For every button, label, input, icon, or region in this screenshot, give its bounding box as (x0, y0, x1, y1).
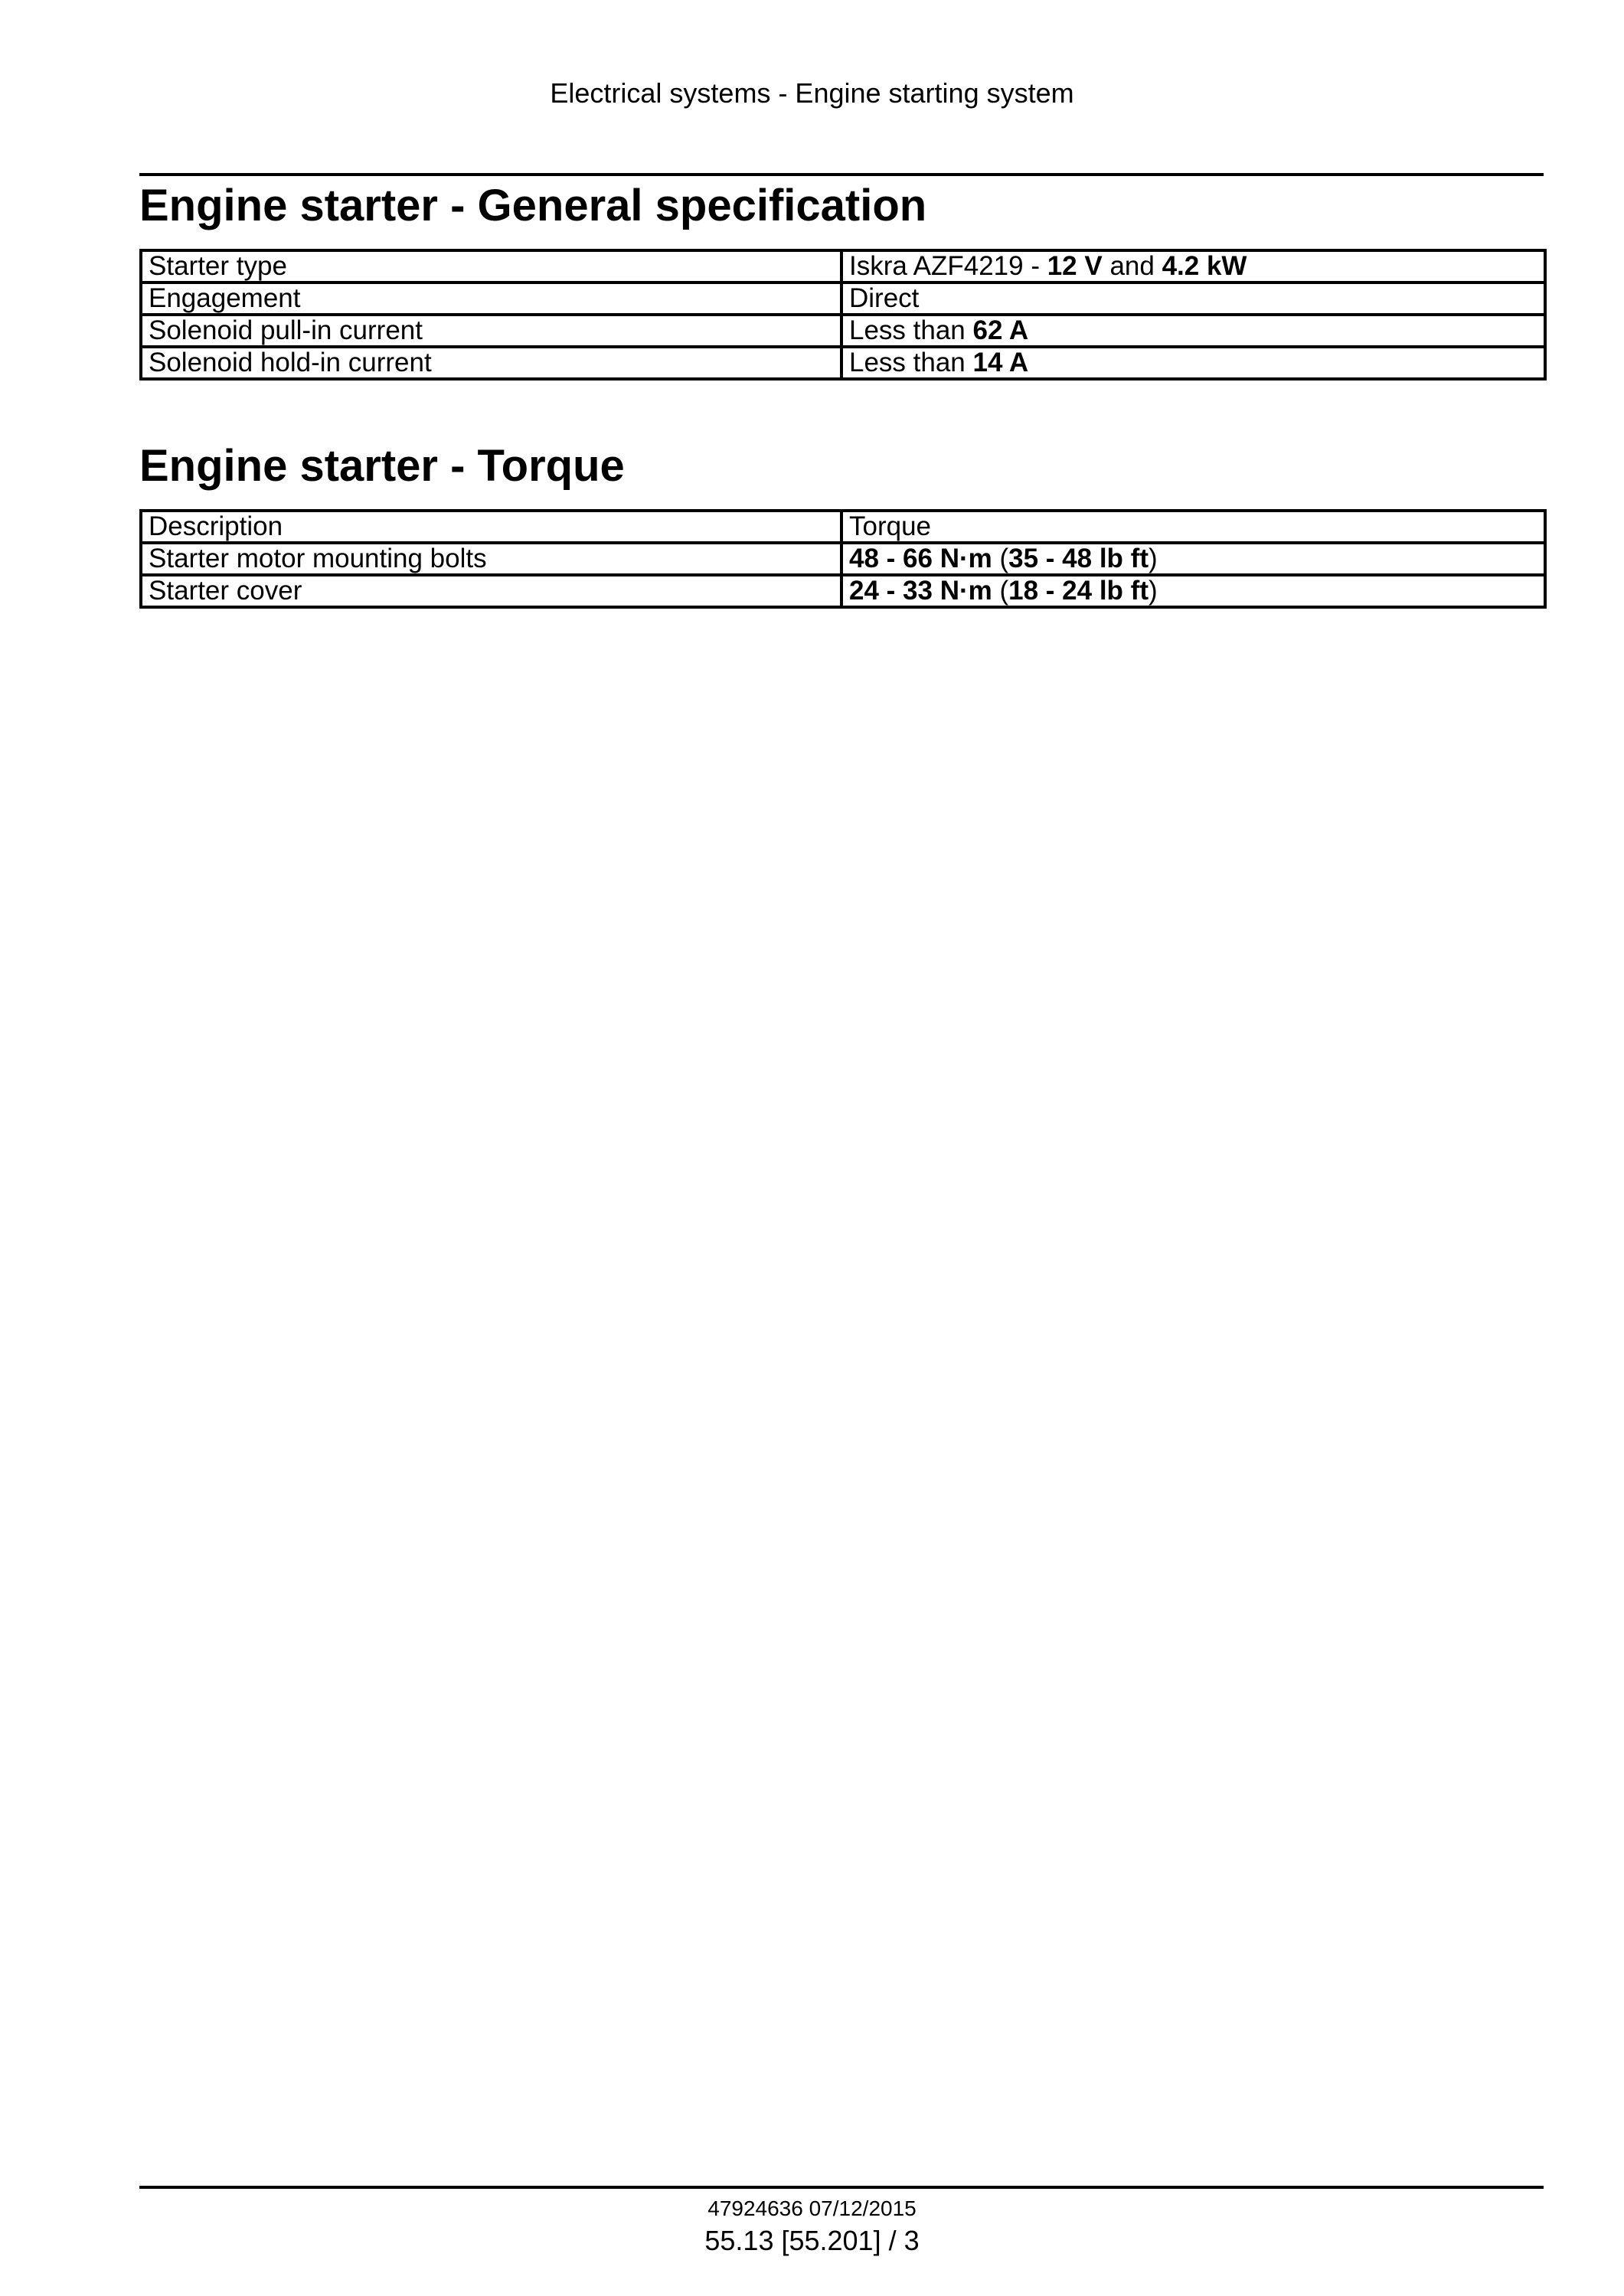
value-text: Direct (849, 283, 920, 313)
torque-title: Engine starter - Torque (139, 441, 625, 491)
torque-imperial: 35 - 48 lb ft (1008, 544, 1149, 573)
value-text: ) (1148, 544, 1158, 573)
table-row (141, 315, 1545, 347)
torque-imperial: 18 - 24 lb ft (1008, 576, 1149, 606)
spec-label: Starter motor mounting bolts (141, 543, 841, 575)
table-row (141, 543, 1545, 575)
spec-value (841, 250, 1545, 283)
document-code: 47924636 07/12/2015 (707, 2196, 917, 2220)
current-value: 62 A (972, 315, 1029, 345)
value-text: and (1102, 251, 1162, 281)
spec-value (841, 543, 1545, 575)
torque-table (139, 509, 1547, 609)
page-reference: 55.13 [55.201] / 3 (704, 2225, 920, 2256)
value-text: ( (992, 544, 1009, 573)
column-header-description: Description (141, 511, 841, 543)
power-value: 4.2 kW (1162, 251, 1247, 281)
top-divider (139, 173, 1544, 176)
table-row (141, 250, 1545, 283)
running-header: Electrical systems - Engine starting system (550, 77, 1074, 109)
value-text: Less than (849, 315, 973, 345)
spec-value (841, 347, 1545, 379)
torque-metric: 24 - 33 N·m (849, 576, 992, 606)
general-spec-title: Engine starter - General specification (139, 181, 927, 230)
column-header-torque: Torque (841, 511, 1545, 543)
current-value: 14 A (972, 348, 1029, 377)
voltage-value: 12 V (1047, 251, 1103, 281)
table-header-row (141, 511, 1545, 543)
value-text: ( (992, 576, 1009, 606)
value-text: Less than (849, 348, 973, 377)
spec-value (841, 575, 1545, 607)
spec-label: Engagement (141, 283, 841, 315)
spec-label: Solenoid hold-in current (141, 347, 841, 379)
torque-metric: 48 - 66 N·m (849, 544, 992, 573)
spec-value (841, 315, 1545, 347)
general-spec-table (139, 249, 1547, 380)
spec-value (841, 283, 1545, 315)
bottom-divider (139, 2186, 1544, 2189)
spec-label: Solenoid pull-in current (141, 315, 841, 347)
spec-label: Starter type (141, 250, 841, 283)
value-text: ) (1148, 576, 1158, 606)
table-row (141, 347, 1545, 379)
table-row (141, 283, 1545, 315)
table-row (141, 575, 1545, 607)
value-text: Iskra AZF4219 - (849, 251, 1047, 281)
spec-label: Starter cover (141, 575, 841, 607)
